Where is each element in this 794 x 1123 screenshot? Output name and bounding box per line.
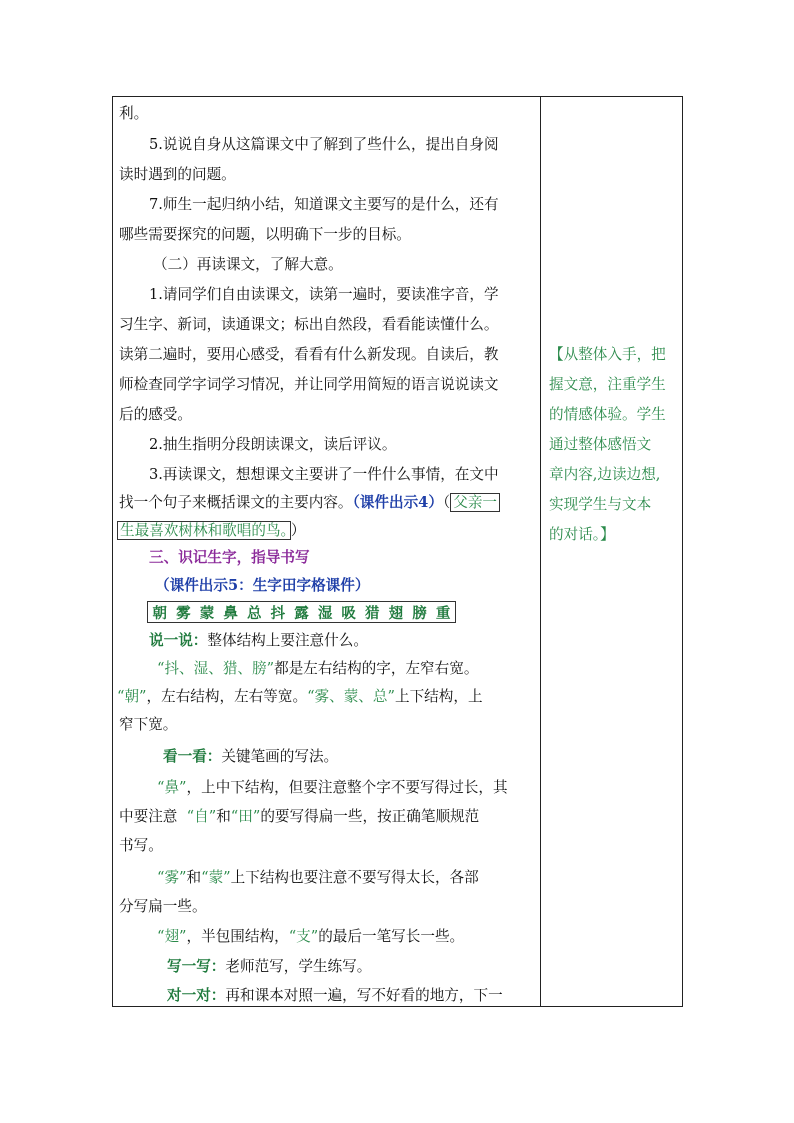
- char: 翅: [388, 605, 404, 622]
- section-three-title: 三、识记生字，指导书写: [149, 549, 310, 566]
- line-text: ，上中下结构，但要注意整个字不要写得过长，其: [186, 779, 508, 796]
- character-box: [147, 601, 456, 623]
- look-label: 看一看：: [163, 748, 222, 765]
- say-label: 说一说：: [149, 632, 208, 649]
- check-text: 再和课本对照一遍，写不好看的地方，下一: [225, 987, 503, 1004]
- char: 露: [294, 605, 309, 622]
- char: 总: [246, 605, 262, 622]
- note-line: 【从整体入手，把: [549, 346, 666, 363]
- text-line: [157, 659, 478, 679]
- text-line: 2.抽生指明分段朗读课文，读后评议。: [149, 436, 397, 453]
- char: 湿: [317, 605, 333, 622]
- text-line: 师检查同学字词学习情况，并让同学用简短的语言说说读文: [119, 376, 499, 393]
- highlight-chars: “鼻”: [157, 779, 187, 796]
- text-line: [117, 521, 305, 541]
- note-line: 章内容,边读边想,: [549, 466, 661, 483]
- highlight-chars: “蒙”: [201, 869, 231, 886]
- text-line: [157, 778, 508, 798]
- line-text: 上下结构也要注意不要写得太长，各部: [230, 869, 479, 886]
- highlight-chars: “抖、湿、猎、膀”: [157, 660, 275, 677]
- char: 蒙: [199, 605, 215, 622]
- write-label: 写一写：: [167, 958, 226, 975]
- check-line: [167, 986, 503, 1006]
- text-line: 读时遇到的问题。: [119, 166, 236, 183]
- text-line: [119, 493, 500, 513]
- line-text: 都是左右结构的字，左窄右宽。: [274, 660, 479, 677]
- look-line: [163, 747, 338, 767]
- write-text: 老师范写，学生练写。: [225, 958, 372, 975]
- char: 鼻: [223, 605, 238, 622]
- note-line: 的情感体验。学生: [549, 406, 666, 423]
- quote-box-end: 生最喜欢树林和歌唱的鸟。: [117, 521, 291, 540]
- highlight-chars: “支”: [288, 928, 319, 945]
- courseware-5-label: （课件出示5：生字田字格课件）: [155, 577, 370, 594]
- text-line: 3.再读课文，想想课文主要讲了一件什么事情，在文中: [149, 466, 499, 483]
- look-text: 关键笔画的写法。: [221, 748, 339, 765]
- text-line: 利。: [119, 105, 149, 122]
- text-line: 5.说说自身从这篇课文中了解到了些什么，提出自身阅: [149, 136, 499, 153]
- text-line: [157, 927, 464, 947]
- lesson-table: [112, 96, 683, 1007]
- highlight-chars: “雾、蒙、总”: [307, 688, 395, 705]
- note-line: 握文意，注重学生: [549, 376, 666, 393]
- line-text: 中要注意: [119, 808, 178, 825]
- text-line: 后的感受。: [119, 406, 192, 423]
- text-line: 哪些需要探究的问题，以明确下一步的目标。: [119, 226, 411, 243]
- text-line: （二）再读课文，了解大意。: [153, 256, 343, 273]
- text-line: 窄下宽。: [119, 716, 178, 733]
- text-line: [117, 687, 483, 707]
- text-line: 1.请同学们自由读课文，读第一遍时，要读准字音，学: [149, 286, 499, 303]
- line-text: ，左右结构，左右等宽。: [146, 688, 308, 705]
- write-line: [167, 957, 371, 977]
- note-line: 实现学生与文本: [549, 496, 652, 513]
- paren-open: （: [442, 494, 451, 511]
- note-line: 的对话。】: [549, 526, 615, 543]
- text-line: [119, 807, 479, 827]
- char: 重: [435, 605, 451, 622]
- text-line: 习生字、新词，读通课文；标出自然段，看看能读懂什么。: [119, 316, 499, 333]
- side-cell: [541, 97, 683, 1007]
- check-label: 对一对：: [167, 987, 226, 1004]
- line-text: ，半包围结构，: [186, 928, 289, 945]
- line-text: 的要写得扁一些，按正确笔顺规范: [260, 808, 480, 825]
- line-text: 的最后一笔写长一些。: [318, 928, 465, 945]
- line-text: 和: [186, 869, 202, 886]
- quote-box-start: 父亲一: [450, 493, 500, 512]
- design-note: [549, 340, 677, 550]
- highlight-chars: “自”: [186, 808, 217, 825]
- text-line: 分写扁一些。: [119, 898, 207, 915]
- char: 朝: [152, 605, 168, 622]
- line-text: 找一个句子来概括课文的主要内容。: [119, 494, 353, 511]
- say-text: 整体结构上要注意什么。: [207, 632, 368, 649]
- highlight-chars: “田”: [230, 808, 261, 825]
- highlight-chars: “雾”: [157, 869, 187, 886]
- char: 猎: [365, 605, 380, 622]
- say-line: [149, 631, 368, 651]
- side-content: [541, 97, 682, 1006]
- main-content: [113, 97, 540, 1006]
- note-line: 通过整体感悟文: [549, 436, 652, 453]
- char: 吸: [341, 605, 356, 622]
- line-text: 上下结构，上: [394, 688, 483, 705]
- text-line: [157, 868, 479, 888]
- text-line: 7.师生一起归纳小结，知道课文主要写的是什么，还有: [149, 196, 499, 213]
- char: 膀: [412, 605, 427, 622]
- highlight-chars: “翅”: [157, 928, 187, 945]
- line-text: 和: [216, 808, 231, 825]
- char: 抖: [270, 605, 286, 622]
- char: 雾: [176, 605, 191, 622]
- highlight-chars: “朝”: [117, 688, 147, 705]
- main-cell: [113, 97, 541, 1007]
- courseware-4-label: （课件出示4）: [352, 494, 443, 511]
- text-line: 读第二遍时，要用心感受，看看有什么新发现。自读后，教: [119, 346, 499, 363]
- paren-close: ）: [290, 522, 306, 539]
- text-line: 书写。: [119, 837, 163, 854]
